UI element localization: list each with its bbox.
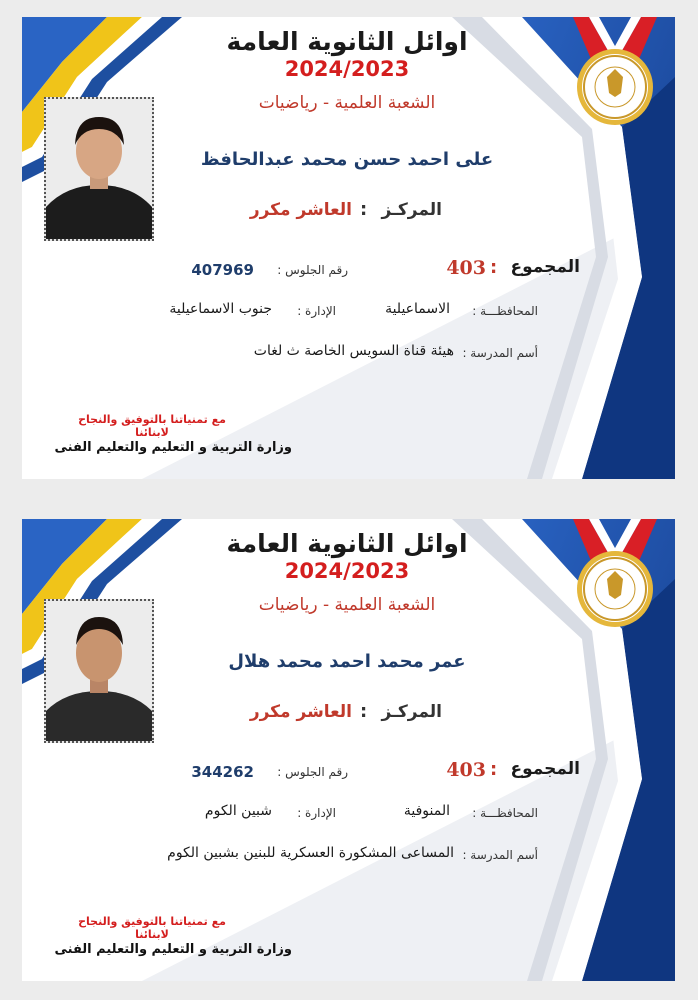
student-name: على احمد حسن محمد عبدالحافظ [200, 149, 494, 170]
rank-label: المركـز [381, 702, 442, 722]
rank-value: العاشر مكرر [249, 702, 352, 722]
student-photo-icon [44, 97, 154, 241]
administration-label: الإدارة : [297, 806, 336, 820]
certificate-card [22, 17, 675, 479]
student-name: عمر محمد احمد محمد هلال [228, 651, 466, 672]
academic-year: 2024/2023 [284, 57, 410, 81]
school-label: أسم المدرسة : [462, 848, 538, 862]
governorate-value: المنوفية [403, 803, 450, 819]
total-colon: : [490, 257, 498, 278]
total-label: المجموع [510, 257, 580, 277]
card-title: اوائل الثانوية العامة [226, 27, 468, 56]
total-colon: : [490, 759, 498, 780]
seat-number: 344262 [191, 763, 254, 781]
school-value: المساعى المشكورة العسكرية للبنين بشبين الكوم [167, 845, 454, 861]
school-value: هيئة قناة السويس الخاصة ث لغات [253, 343, 454, 359]
ministry-name: وزارة التربية و التعليم والتعليم الفنى [54, 440, 292, 455]
governorate-label: المحافظـــة : [472, 304, 538, 318]
branch-label: الشعبة العلمية - رياضيات [258, 595, 436, 615]
certificate-card [22, 519, 675, 981]
administration-value: جنوب الاسماعيلية [169, 301, 272, 317]
administration-value: شبين الكوم [204, 803, 272, 819]
student-photo-icon [44, 599, 154, 743]
total-label: المجموع [510, 759, 580, 779]
school-label: أسم المدرسة : [462, 346, 538, 360]
total-score: 403 [446, 257, 486, 279]
governorate-value: الاسماعيلية [385, 301, 450, 317]
total-score: 403 [446, 759, 486, 781]
governorate-label: المحافظـــة : [472, 806, 538, 820]
ministry-name: وزارة التربية و التعليم والتعليم الفنى [54, 942, 292, 957]
ministry-of-education-seal-icon [569, 519, 661, 629]
seat-number-label: رقم الجلوس : [277, 263, 348, 277]
rank-colon: : [360, 199, 368, 220]
seat-number-label: رقم الجلوس : [277, 765, 348, 779]
wishes-text: مع تمنياتنا بالتوفيق والنجاح لابنائنا [78, 413, 226, 439]
rank-label: المركـز [381, 200, 442, 220]
wishes-text: مع تمنياتنا بالتوفيق والنجاح لابنائنا [78, 915, 226, 941]
card-title: اوائل الثانوية العامة [226, 529, 468, 558]
branch-label: الشعبة العلمية - رياضيات [258, 93, 436, 113]
rank-value: العاشر مكرر [249, 200, 352, 220]
academic-year: 2024/2023 [284, 559, 410, 583]
rank-colon: : [360, 701, 368, 722]
ministry-of-education-seal-icon [569, 17, 661, 127]
administration-label: الإدارة : [297, 304, 336, 318]
seat-number: 407969 [191, 261, 254, 279]
